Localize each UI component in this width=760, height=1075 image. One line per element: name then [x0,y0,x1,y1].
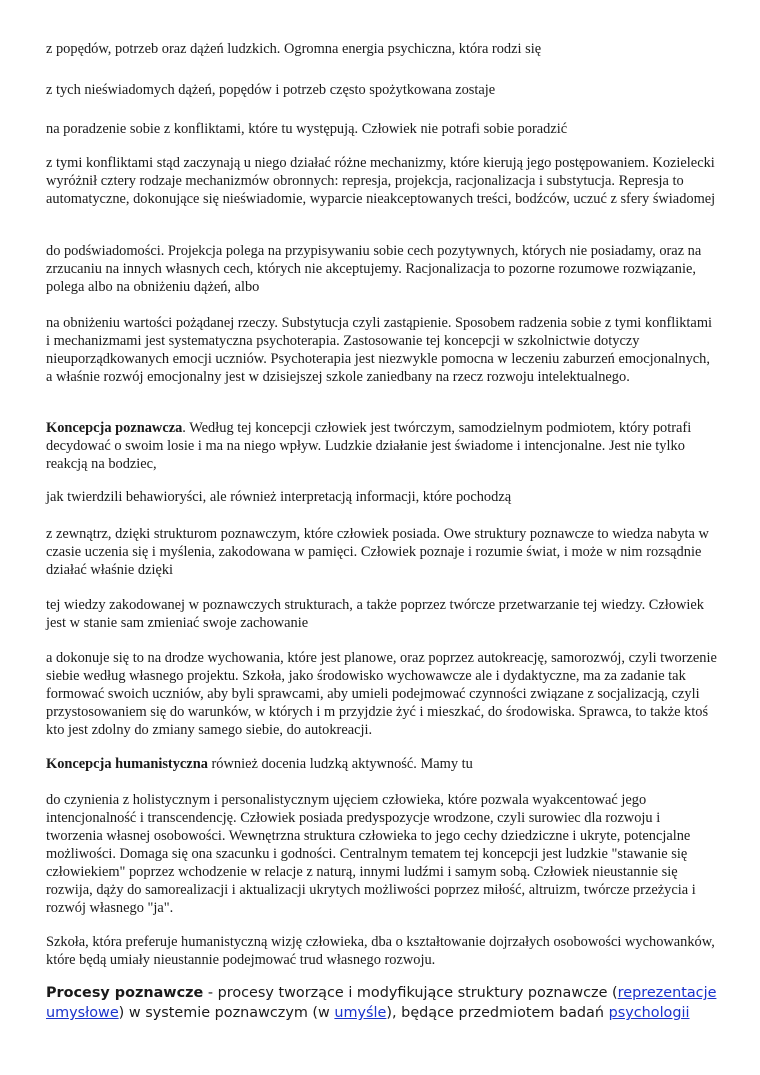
paragraph-12-text: również docenia ludzką aktywność. Mamy tu [207,756,473,772]
paragraph-13: do czynienia z holistycznym i personalistycznym ujęciem człowieka, które pozwala wyakcentować jego intencjonalność i transcendencję. Człowiek posiada predyspozycje wrodzone, czyli surowiec dla rozwoju i tworzenia własnej osobowości. Wewnętrzna struktura człowieka to jego cechy dziedziczne i ukryte, potencjalne możliwości. Domaga się ona szacunku i godności. Centralnym tematem tej koncepcji jest ludzkie "stawanie się człowiekiem" poprzez wchodzenie w relacje z naturą, innymi ludźmi i samym sobą. Człowiek nieustannie się rozwija, dąży do samorealizacji i aktualizacji ukrytych możliwości poprzez miłość, altruizm, twórcze przeżycia i rozwój własnego "ja". [46,792,696,916]
paragraph-14: Szkoła, która preferuje humanistyczną wizję człowieka, dba o kształtowanie dojrzałych osobowości wychowanków, które będą umiały nieustannie podejmować trud własnego rozwoju. [46,934,715,968]
paragraph-1: z popędów, potrzeb oraz dążeń ludzkich. Ogromna energia psychiczna, która rodzi się [46,41,542,57]
paragraph-6: na obniżeniu wartości pożądanej rzeczy. Substytucja czyli zastąpienie. Sposobem radzenia sobie z tymi konfliktami i mechanizmami jest systematyczna psychoterapia. Zastosowanie tej koncepcji w szkolnictwie dotyczy nieuporządkowanych emocji uczniów. Psychoterapia jest niezwykle pomocna w leczeniu zaburzeń emocjonalnych, a właśnie rozwój emocjonalny jest w dzisiejszej szkole zaniedbany na rzecz rozwoju intelektualnego. [46,315,713,385]
link-text-umyslowe: umysłowe [46,1005,119,1021]
heading-procesy-poznawcze: Procesy poznawcze [46,985,204,1001]
link-umysle[interactable]: umyśle [334,1005,387,1021]
paragraph-4: z tymi konfliktami stąd zaczynają u niego działać różne mechanizmy, które kierują jego postępowaniem. Kozielecki wyróżnił cztery rodzaje mechanizmów obronnych: represja, projekcja, racjonalizacja i substytucja. Represja to automatyczne, dokonujące się nieświadomie, wyparcie nieakceptowanych treści, bodźców, uczuć z sfery świadomej [46,155,716,207]
paragraph-koncepcja-humanistyczna [46,755,718,773]
paragraph-11: a dokonuje się to na drodze wychowania, które jest planowe, oraz poprzez autokreację, samorozwój, czyli tworzenie siebie według własnego projektu. Szkoła, jako środowisko wychowawcze ale i dydaktyczne, ma za zadanie tak formować swoich uczniów, aby byli sprawcami, aby umieli podejmować czynności związane z socjalizacją, czyli przystosowaniem się do warunków, w których i m przyjdzie żyć i mieszkać, do środowiska. Sprawca, to także ktoś kto jest zdolny do zmiany samego siebie, do autokreacji. [46,650,717,738]
heading-koncepcja-poznawcza: Koncepcja poznawcza [46,420,183,436]
paragraph-3: na poradzenie sobie z konfliktami, które tu występują. Człowiek nie potrafi sobie poradzić [46,121,568,137]
paragraph-koncepcja-poznawcza [46,419,718,473]
final-text-2: ) w systemie poznawczym (w [118,1005,335,1021]
paragraph-7-text: . Według tej koncepcji człowiek jest twórczym, samodzielnym podmiotem, który potrafi decydować o swoim losie i ma na niego wpływ. Ludzkie działanie jest świadome i intencjonalne. Jest nie tylko reakcją na bodziec, [46,420,692,472]
link-text-reprezentacje: reprezentacje [617,985,717,1001]
paragraph-procesy-poznawcze [46,983,726,1023]
heading-koncepcja-humanistyczna: Koncepcja humanistyczna [46,756,208,772]
paragraph-8: jak twierdzili behawioryści, ale również interpretacją informacji, które pochodzą [46,489,512,505]
link-psychologii[interactable]: psychologii [608,1005,690,1021]
paragraph-2: z tych nieświadomych dążeń, popędów i potrzeb często spożytkowana zostaje [46,82,496,98]
paragraph-9: z zewnątrz, dzięki strukturom poznawczym, które człowiek posiada. Owe struktury poznawcze to wiedza nabyta w czasie uczenia się i myślenia, zakodowana w pamięci. Człowiek poznaje i rozumie świat, i może w nim rozsądnie działać właśnie dzięki [46,526,709,578]
final-text-3: ), będące przedmiotem badań [386,1005,609,1021]
paragraph-10: tej wiedzy zakodowanej w poznawczych strukturach, a także poprzez twórcze przetwarzanie tej wiedzy. Człowiek jest w stanie sam zmieniać swoje zachowanie [46,597,704,631]
final-text-1: - procesy tworzące i modyfikujące struktury poznawcze ( [203,985,618,1001]
paragraph-5: do podświadomości. Projekcja polega na przypisywaniu sobie cech pozytywnych, których nie posiadamy, oraz na zrzucaniu na innych własnych cech, których nie akceptujemy. Racjonalizacja to pozorne rozumowe rozwiązanie, polega albo na obniżeniu dążeń, albo [46,243,702,295]
